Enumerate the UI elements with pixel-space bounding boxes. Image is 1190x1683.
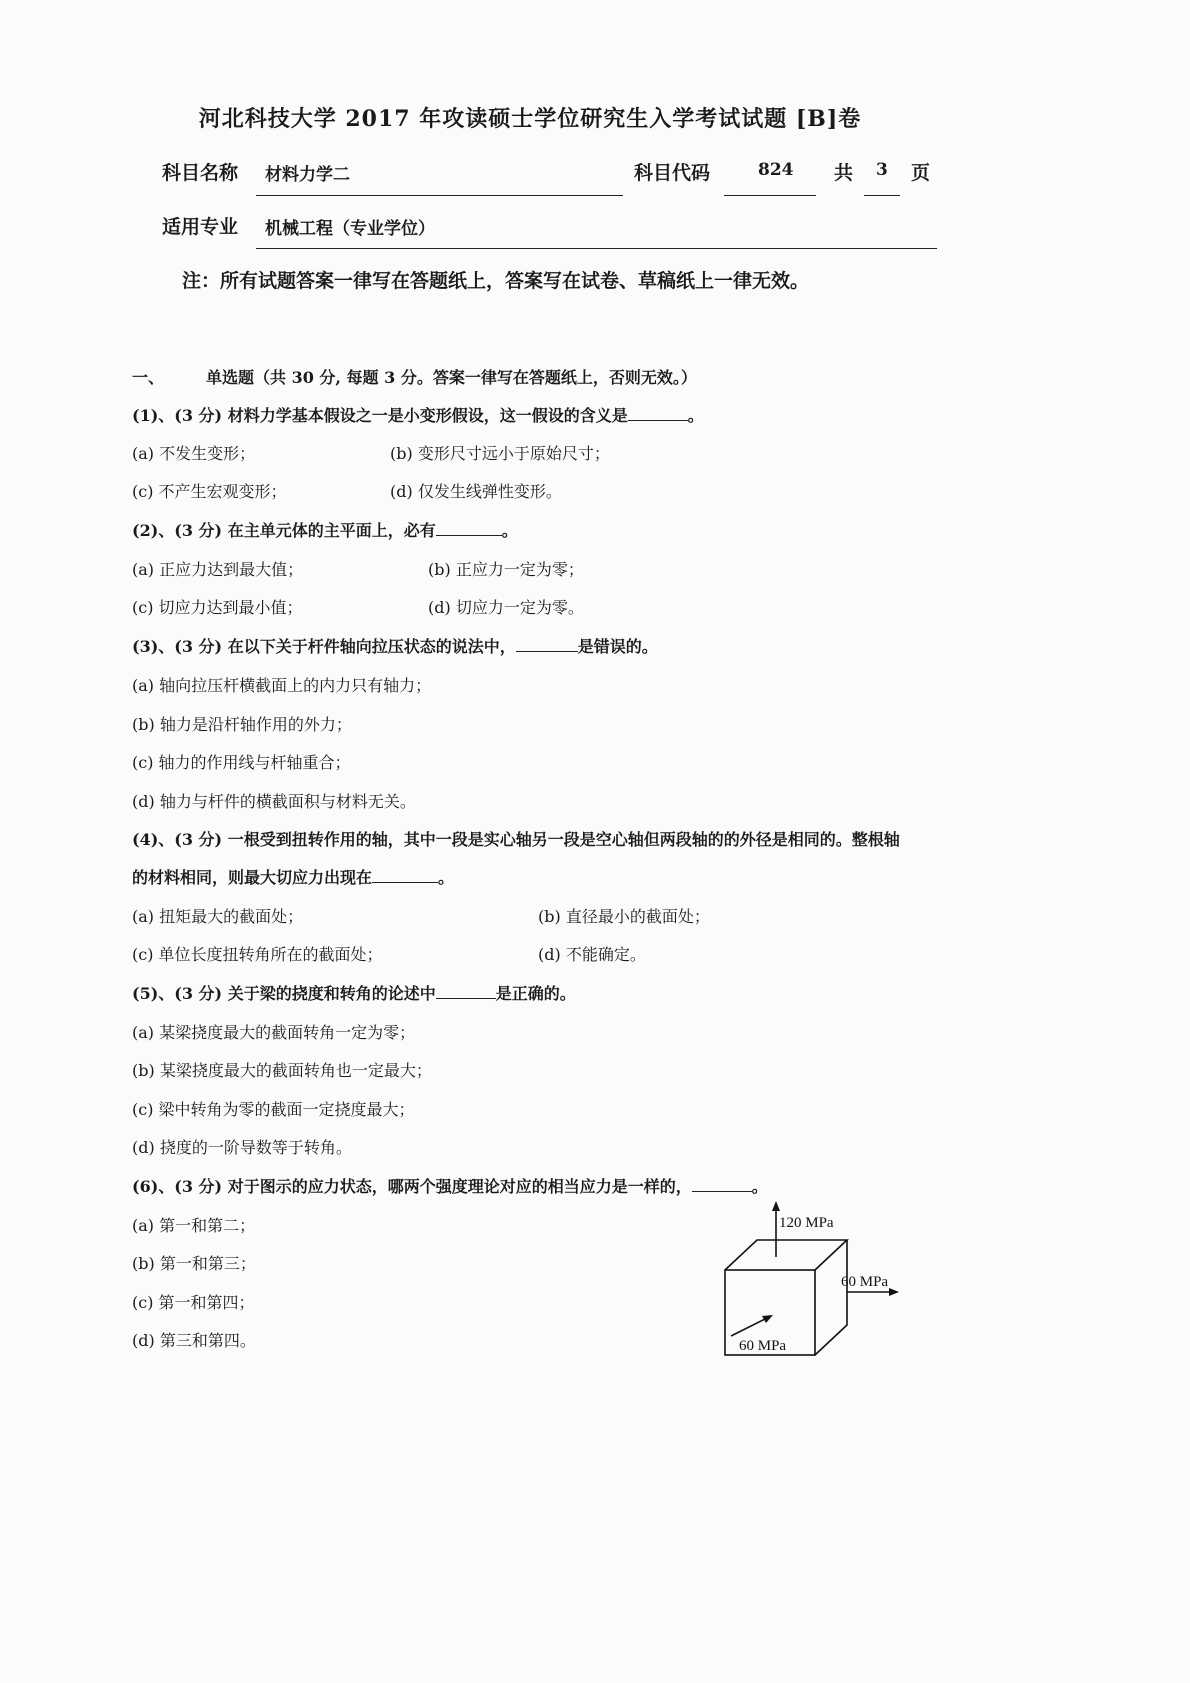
major-underline <box>256 248 937 249</box>
answer-blank <box>628 420 688 421</box>
question-3-option-b: (b) 轴力是沿杆轴作用的外力； <box>132 715 352 734</box>
code-label: 科目代码 <box>634 162 711 184</box>
section-number: 一、 <box>132 368 165 387</box>
question-2-option-b: (b) 正应力一定为零； <box>428 560 584 579</box>
total-value: 3 <box>876 160 888 180</box>
section-heading: 单选题（共 30 分, 每题 3 分。答案一律写在答题纸上，否则无效。） <box>206 368 697 387</box>
question-6-option-b: (b) 第一和第三； <box>132 1254 256 1273</box>
question-2-option-a: (a) 正应力达到最大值； <box>132 560 304 579</box>
exam-title: 河北科技大学 2017 年攻读硕士学位研究生入学考试试题 [B]卷 <box>198 106 862 132</box>
total-label: 共 <box>834 162 854 184</box>
exam-note: 注：所有试题答案一律写在答题纸上，答案写在试卷、草稿纸上一律无效。 <box>182 270 810 292</box>
pages-label: 页 <box>911 162 931 184</box>
question-1-option-d: (d) 仅发生线弹性变形。 <box>390 482 562 501</box>
question-1-stem: (1)、(3 分) 材料力学基本假设之一是小变形假设，这一假设的含义是 。 <box>132 406 704 425</box>
question-4-option-d: (d) 不能确定。 <box>538 945 646 964</box>
answer-blank <box>692 1191 752 1192</box>
question-3-stem: (3)、(3 分) 在以下关于杆件轴向拉压状态的说法中， 是错误的。 <box>132 637 658 656</box>
subject-value: 材料力学二 <box>265 165 350 185</box>
question-3-option-d: (d) 轴力与杆件的横截面积与材料无关。 <box>132 792 416 811</box>
front-stress-arrow <box>731 1315 773 1336</box>
question-4-option-c: (c) 单位长度扭转角所在的截面处； <box>132 945 383 964</box>
top-stress-label: 120 MPa <box>779 1215 834 1231</box>
cube-top-face <box>725 1240 847 1270</box>
question-5-option-c: (c) 梁中转角为零的截面一定挠度最大； <box>132 1100 415 1119</box>
question-5-option-d: (d) 挠度的一阶导数等于转角。 <box>132 1138 352 1157</box>
cube-side-face <box>815 1240 847 1355</box>
question-6-option-c: (c) 第一和第四； <box>132 1293 255 1312</box>
question-4-option-a: (a) 扭矩最大的截面处； <box>132 907 304 926</box>
answer-blank <box>372 882 438 883</box>
question-4-stem: (4)、(3 分) 一根受到扭转作用的轴，其中一段是实心轴另一段是空心轴但两段轴的的外径是相同的。整根轴 <box>132 830 900 849</box>
question-1-option-c: (c) 不产生宏观变形； <box>132 482 287 501</box>
question-6-option-d: (d) 第三和第四。 <box>132 1331 256 1350</box>
answer-blank <box>436 998 496 999</box>
question-5-option-b: (b) 某梁挠度最大的截面转角也一定最大； <box>132 1061 432 1080</box>
question-3-option-a: (a) 轴向拉压杆横截面上的内力只有轴力； <box>132 676 432 695</box>
major-value: 机械工程（专业学位） <box>265 219 435 239</box>
question-5-stem: (5)、(3 分) 关于梁的挠度和转角的论述中 是正确的。 <box>132 984 576 1003</box>
question-2-option-c: (c) 切应力达到最小值； <box>132 598 303 617</box>
question-6-option-a: (a) 第一和第二； <box>132 1216 256 1235</box>
question-6-stem: (6)、(3 分) 对于图示的应力状态，哪两个强度理论对应的相当应力是一样的， 。 <box>132 1177 768 1196</box>
front-stress-label: 60 MPa <box>739 1338 787 1354</box>
question-1-option-b: (b) 变形尺寸远小于原始尺寸； <box>390 444 610 463</box>
question-4-stem-line2: 的材料相同，则最大切应力出现在 。 <box>132 868 455 887</box>
question-1-option-a: (a) 不发生变形； <box>132 444 256 463</box>
stress-element-diagram <box>715 1200 915 1365</box>
answer-blank <box>516 651 578 652</box>
code-underline <box>724 195 816 196</box>
question-3-option-c: (c) 轴力的作用线与杆轴重合； <box>132 753 351 772</box>
subject-underline <box>256 195 623 196</box>
question-5-option-a: (a) 某梁挠度最大的截面转角一定为零； <box>132 1023 416 1042</box>
total-underline <box>864 195 900 196</box>
question-2-option-d: (d) 切应力一定为零。 <box>428 598 584 617</box>
right-stress-label: 60 MPa <box>841 1274 889 1290</box>
code-value: 824 <box>758 160 794 180</box>
answer-blank <box>436 535 502 536</box>
question-4-option-b: (b) 直径最小的截面处； <box>538 907 710 926</box>
question-2-stem: (2)、(3 分) 在主单元体的主平面上，必有 。 <box>132 521 518 540</box>
subject-label: 科目名称 <box>162 162 239 184</box>
major-label: 适用专业 <box>162 216 239 238</box>
